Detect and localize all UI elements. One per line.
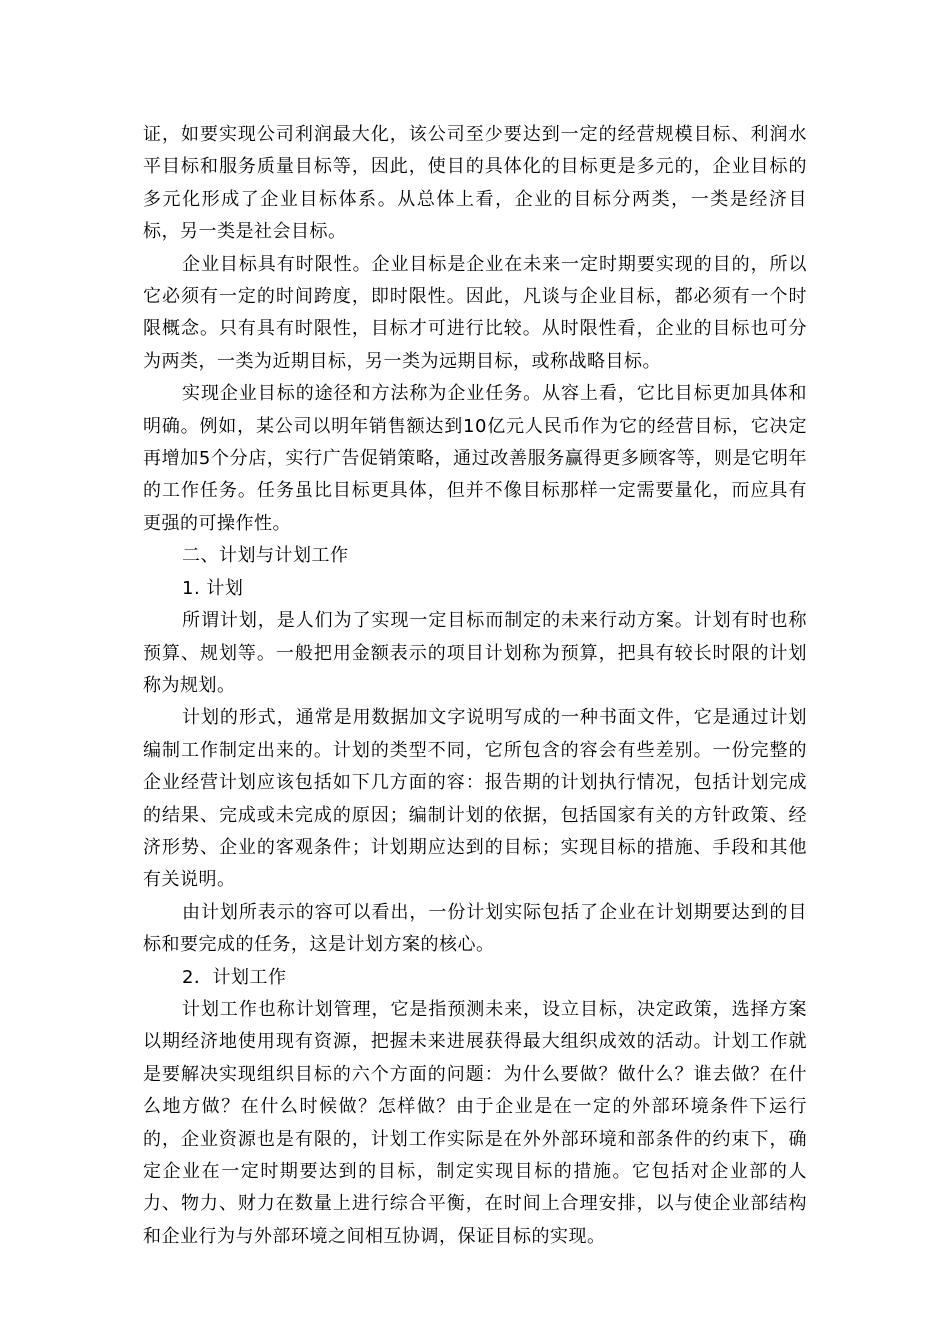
- subheading-plan: 1. 计划: [182, 577, 244, 599]
- paragraph-plan-definition: 所谓计划，是人们为了实现一定目标而制定的未来行动方案。计划有时也称预算、规划等。一般把用金额表示的项目计划称为预算，把具有较长时限的计划称为规划。: [143, 610, 807, 696]
- section-heading-plan-and-planning: 二、计划与计划工作: [182, 545, 349, 567]
- paragraph-2: 企业目标具有时限性。企业目标是企业在未来一定时期要实现的目的，所以它必须有一定的时间跨度，即时限性。因此，凡谈与企业目标，都必须有一个时限概念。只有具有时限性，目标才可进行比较。从时限性看，企业的目标也可分为两类，一类为近期目标，另一类为远期目标，或称战略目标。: [143, 253, 807, 372]
- subheading-planning-work: 2．计划工作: [182, 966, 287, 988]
- paragraph-3: 实现企业目标的途径和方法称为企业任务。从容上看，它比目标更加具体和明确。例如，某公司以明年销售额达到10亿元人民币作为它的经营目标，它决定再增加5个分店，实行广告促销策略，通过改善服务赢得更多顾客等，则是它明年的工作任务。任务虽比目标更具体，但并不像目标那样一定需要量化，而应具有更强的可操作性。: [143, 383, 807, 534]
- paragraph-planning-work: 计划工作也称计划管理，它是指预测未来，设立目标，决定政策，选择方案以期经济地使用现有资源，把握未来进展获得最大组织成效的活动。计划工作就是要解决实现组织目标的六个方面的问题：为什么要做？做什么？谁去做？在什么地方做？在什么时候做？怎样做？由于企业是在一定的外部环境条件下运行的，企业资源也是有限的，计划工作实际是在外外部环境和部条件的约束下，确定企业在一定时期要达到的目标，制定实现目标的措施。它包括对企业部的人力、物力、财力在数量上进行综合平衡，在时间上合理安排，以与使企业部结构和企业行为与外部环境之间相互协调，保证目标的实现。: [143, 998, 807, 1247]
- paragraph-plan-form: 计划的形式，通常是用数据加文字说明写成的一种书面文件，它是通过计划编制工作制定出来的。计划的类型不同，它所包含的容会有些差别。一份完整的企业经营计划应该包括如下几方面的容：报告期的计划执行情况，包括计划完成的结果、完成或未完成的原因；编制计划的依据，包括国家有关的方针政策、经济形势、企业的客观条件；计划期应达到的目标；实现目标的措施、手段和其他有关说明。: [143, 707, 807, 891]
- document-page: [143, 119, 807, 1253]
- paragraph-1: 证，如要实现公司利润最大化，该公司至少要达到一定的经营规模目标、利润水平目标和服务质量目标等，因此，使目的具体化的目标更是多元的，企业目标的多元化形成了企业目标体系。从总体上看，企业的目标分两类，一类是经济目标，另一类是社会目标。: [143, 124, 807, 243]
- paragraph-plan-content: 由计划所表示的容可以看出，一份计划实际包括了企业在计划期要达到的目标和要完成的任务，这是计划方案的核心。: [143, 901, 807, 956]
